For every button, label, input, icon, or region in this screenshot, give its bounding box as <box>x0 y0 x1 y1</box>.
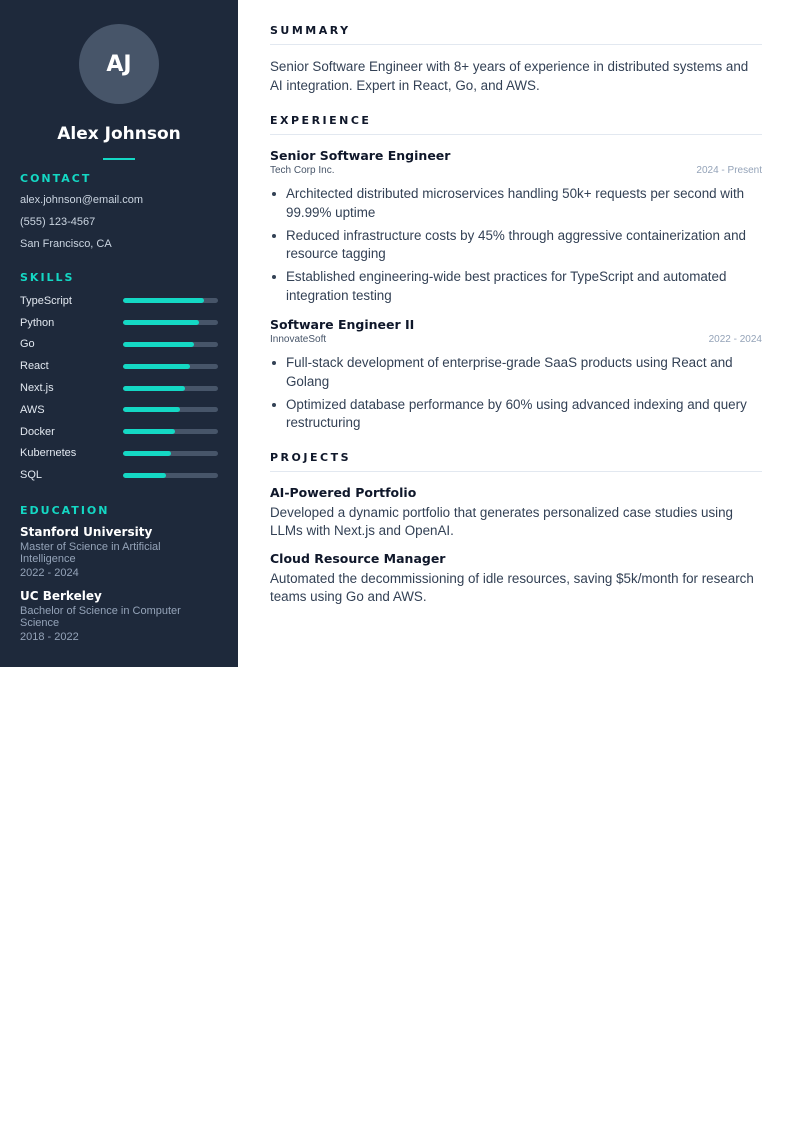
summary-heading: SUMMARY <box>270 24 762 45</box>
skill-name: Next.js <box>20 382 54 395</box>
project-description: Developed a dynamic portfolio that generates personalized case studies using LLMs with Next.js and OpenAI. <box>270 504 734 538</box>
job-bullet: Reduced infrastructure costs by 45% through aggressive containerization and resource tagging <box>270 227 762 264</box>
education-school: UC Berkeley <box>20 589 102 604</box>
job-bullet: Optimized database performance by 60% using advanced indexing and query restructuring <box>270 396 762 433</box>
summary-text: Senior Software Engineer with 8+ years of experience in distributed systems and AI integration. Expert in React, Go, and AWS. <box>270 59 749 93</box>
contact-phone: (555) 123-4567 <box>20 216 96 228</box>
project-entry <box>270 485 762 541</box>
skill-bar-fill <box>123 407 180 412</box>
candidate-name: Alex Johnson <box>57 124 181 144</box>
job-meta <box>270 334 762 345</box>
skill-bar <box>123 451 218 456</box>
contact-location: San Francisco, CA <box>20 238 112 250</box>
education-heading: EDUCATION <box>20 504 110 518</box>
job-bullets <box>270 185 762 305</box>
skill-row <box>20 464 218 486</box>
skill-bar <box>123 407 218 412</box>
job-company: InnovateSoft <box>270 334 327 345</box>
skill-name: Go <box>20 338 35 351</box>
contact-list <box>20 189 218 255</box>
summary-section <box>270 24 762 95</box>
skill-name: TypeScript <box>20 294 72 307</box>
skill-bar <box>123 342 218 347</box>
education-list <box>20 525 218 643</box>
skill-row <box>20 334 218 356</box>
project-title: AI-Powered Portfolio <box>270 484 417 500</box>
skill-bar-fill <box>123 298 204 303</box>
job-bullet: Established engineering-wide best practices for TypeScript and automated integration testing <box>270 268 762 305</box>
contact-heading: CONTACT <box>20 172 92 185</box>
skill-bar <box>123 298 218 303</box>
project-entry <box>270 551 762 607</box>
experience-heading: EXPERIENCE <box>270 114 762 135</box>
skill-bar <box>123 473 218 478</box>
skill-name: Python <box>20 316 55 329</box>
projects-heading: PROJECTS <box>270 451 762 472</box>
job-bullets <box>270 354 762 433</box>
avatar-initials: AJ <box>106 51 132 77</box>
skill-row <box>20 377 218 399</box>
education-years: 2022 - 2024 <box>20 567 79 580</box>
sidebar <box>0 0 238 667</box>
education-degree: Bachelor of Science in Computer Science <box>20 605 181 630</box>
skill-bar <box>123 364 218 369</box>
skill-name: Kubernetes <box>20 447 77 460</box>
job-bullet: Full-stack development of enterprise-grade SaaS products using React and Golang <box>270 354 762 391</box>
job-dates: 2022 - 2024 <box>708 334 762 345</box>
name-divider <box>103 158 135 160</box>
project-description: Automated the decommissioning of idle resources, saving $5k/month for research teams using Go and AWS. <box>270 570 754 604</box>
skill-bar <box>123 386 218 391</box>
projects-section <box>270 451 762 607</box>
job-entry <box>270 317 762 433</box>
skill-row <box>20 443 218 465</box>
job-meta <box>270 165 762 176</box>
skill-name: SQL <box>20 469 43 482</box>
education-years: 2018 - 2022 <box>20 631 79 644</box>
skill-bar-fill <box>123 473 166 478</box>
skill-bar-fill <box>123 364 190 369</box>
skills-heading: SKILLS <box>20 271 75 284</box>
skill-row <box>20 355 218 377</box>
project-title: Cloud Resource Manager <box>270 550 446 566</box>
education-degree: Master of Science in Artificial Intelligence <box>20 541 161 566</box>
job-bullet: Architected distributed microservices handling 50k+ requests per second with 99.99% uptime <box>270 185 762 222</box>
skill-bar <box>123 429 218 434</box>
job-entry <box>270 148 762 305</box>
job-title: Software Engineer II <box>270 317 415 332</box>
avatar <box>79 24 159 104</box>
skill-name: Docker <box>20 425 55 438</box>
main-content <box>270 24 762 607</box>
job-company: Tech Corp Inc. <box>270 165 335 176</box>
skill-bar-fill <box>123 342 194 347</box>
skill-name: AWS <box>20 403 45 416</box>
education-item <box>20 525 218 579</box>
experience-section <box>270 114 762 433</box>
skill-row <box>20 399 218 421</box>
skill-name: React <box>20 360 49 373</box>
skill-bar-fill <box>123 320 199 325</box>
job-title: Senior Software Engineer <box>270 148 451 163</box>
education-school: Stanford University <box>20 525 153 540</box>
skill-row <box>20 290 218 312</box>
skill-row <box>20 421 218 443</box>
job-dates: 2024 - Present <box>696 165 762 176</box>
skill-bar-fill <box>123 429 175 434</box>
skill-bar-fill <box>123 386 185 391</box>
skill-bar <box>123 320 218 325</box>
skill-bar-fill <box>123 451 171 456</box>
education-item <box>20 589 218 643</box>
contact-email: alex.johnson@email.com <box>20 194 144 206</box>
skill-row <box>20 312 218 334</box>
skills-list <box>20 290 218 486</box>
